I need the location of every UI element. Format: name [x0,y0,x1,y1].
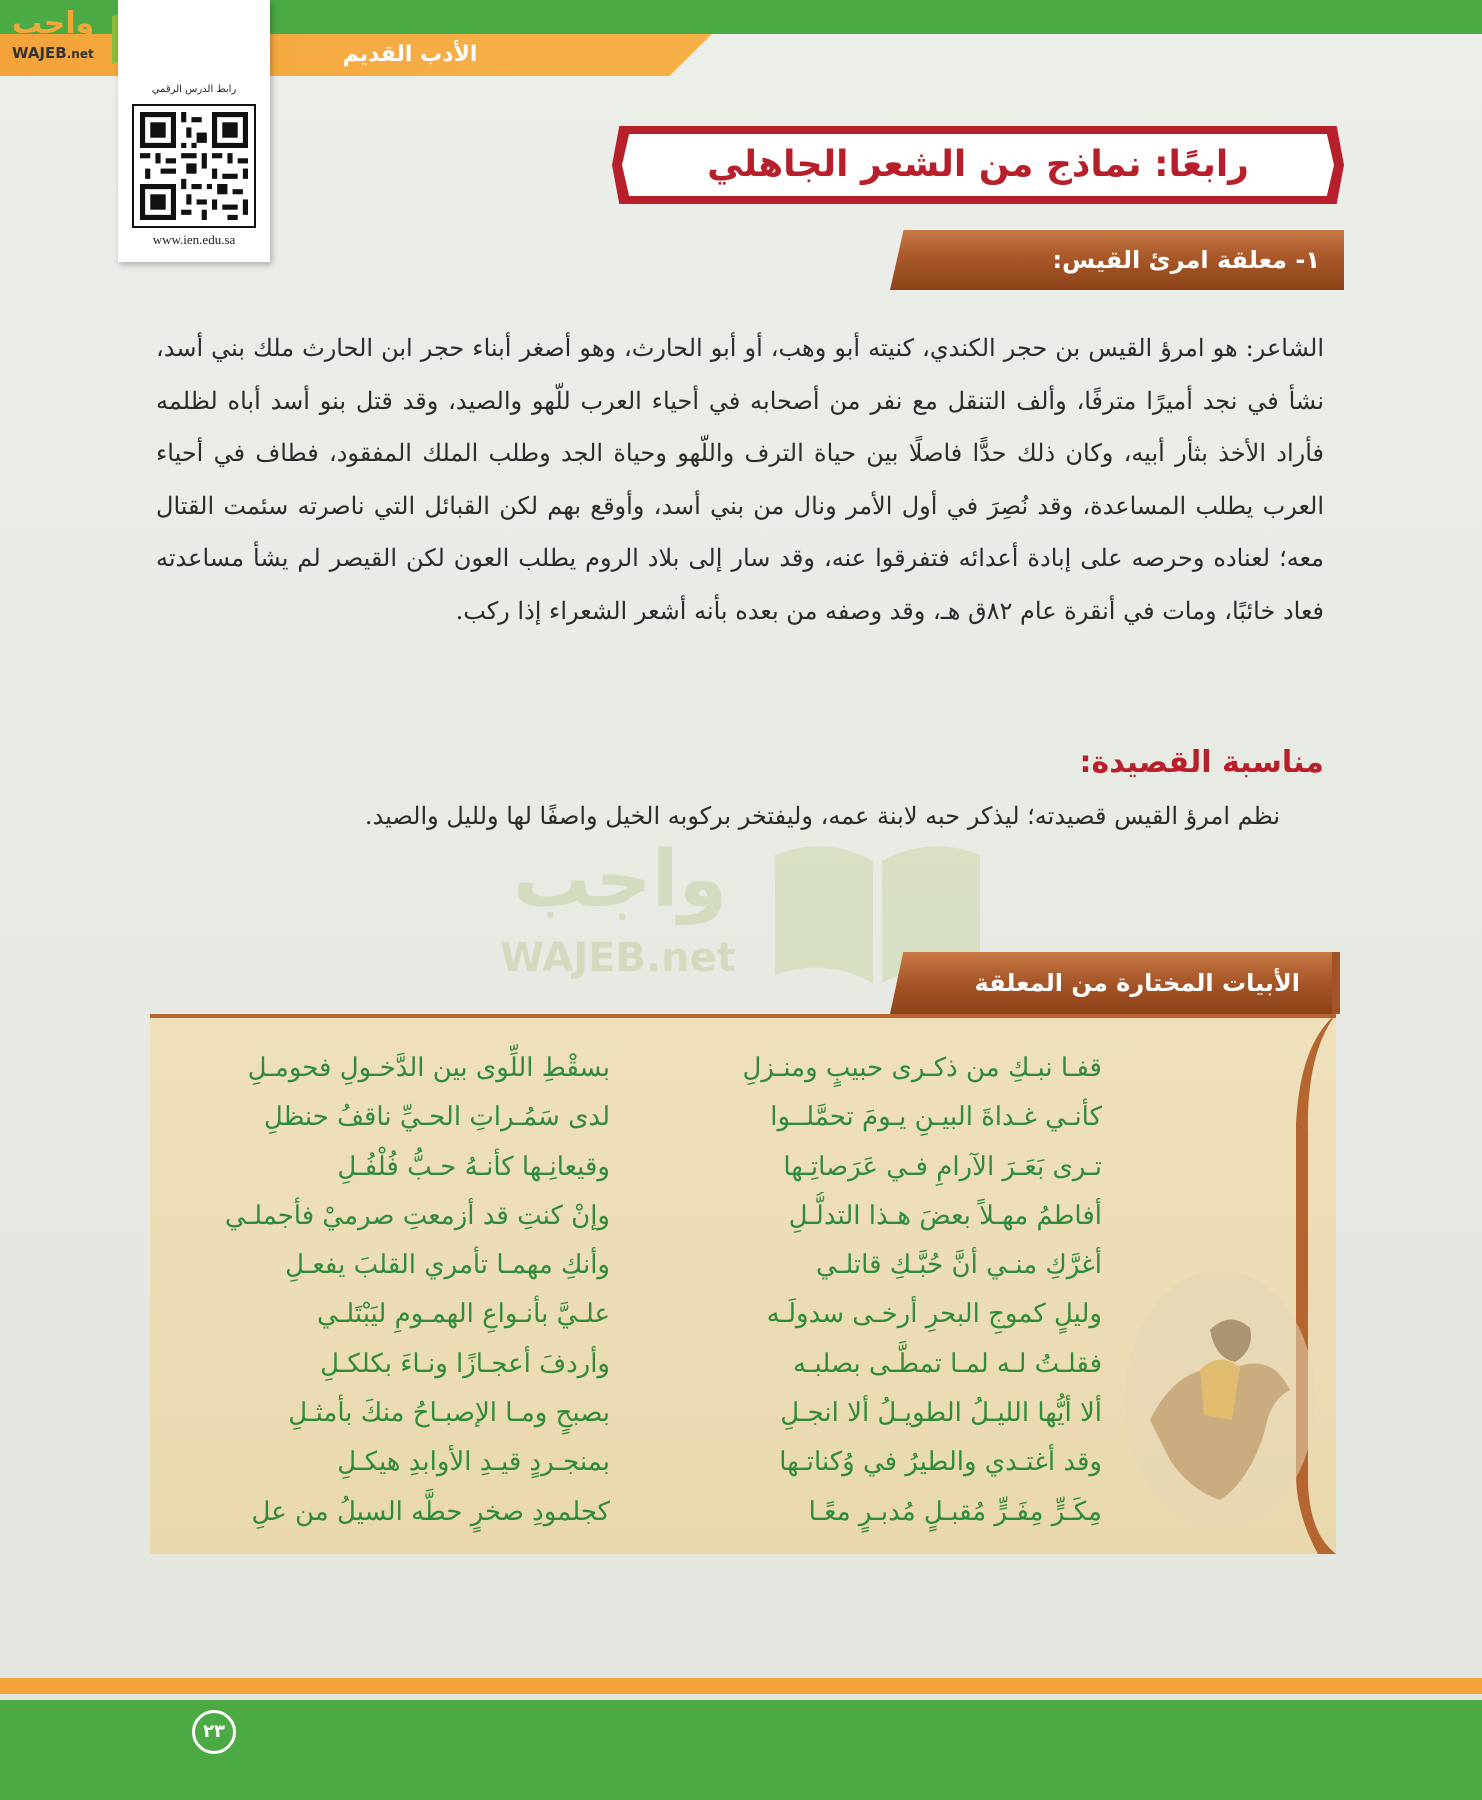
watermark-english: WAJEB.net [500,935,736,981]
first-hemistichs-column [682,1044,1102,1537]
watermark-arabic: واجب [512,835,727,925]
verse-first-hemistich: مِكَـرٍّ مِفَـرٍّ مُقبـلٍ مُدبـرٍ معًـا [808,1496,1102,1527]
occasion-heading: مناسبة القصيدة: [1079,745,1324,780]
verse-first-hemistich: قفـا نبـكِ من ذكـرى حبيبٍ ومنـزلِ [742,1053,1102,1083]
verses-title: الأبيات المختارة من المعلقة [974,969,1300,997]
horse-rider-illustration [1100,1250,1320,1540]
verse-second-hemistich: بسقْطِ اللِّوى بين الدَّخـولِ فحومـلِ [247,1053,610,1083]
verse-first-hemistich: أفاطمُ مهـلاً بعضَ هـذا التدلُّـلِ [788,1200,1102,1231]
verses-banner-edge [1332,952,1340,1014]
section-heading: ١- معلقة امرئ القيس: [1052,246,1320,274]
qr-caption: رابط الدرس الرقمي [151,84,237,95]
verse-second-hemistich: بصبحٍ ومـا الإصبـاحُ منكَ بأمثـلِ [288,1398,610,1429]
qr-code-icon [140,112,248,220]
qr-code[interactable] [132,104,256,228]
logo-arabic-text: واجب [12,6,95,41]
qr-card[interactable] [118,0,270,262]
verse-second-hemistich: لدى سَمُـراتِ الحـيِّ ناقفُ حنظلِ [263,1102,610,1133]
second-hemistichs-column [190,1044,610,1537]
verse-second-hemistich: علـيَّ بأنـواعِ الهمـومِ ليَبْتَلـي [316,1299,610,1330]
verse-first-hemistich: وليلٍ كموجِ البحرِ أرخـى سدولَـه [766,1299,1102,1330]
occasion-text: نظم امرؤ القيس قصيدته؛ ليذكر حبه لابنة عمه، وليفتخر بركوبه الخيل واصفًا لها ولليل والصيد. [364,802,1280,830]
verse-second-hemistich: بمنجـردٍ قيـدِ الأوابدِ هيكـلِ [337,1447,610,1478]
qr-url[interactable]: www.ien.edu.sa [152,232,236,247]
poet-biography: الشاعر: هو امرؤ القيس بن حجر الكندي، كنيته أبو وهب، أو أبو الحارث، وهو أصغر أبناء حجر ابن الحارث ملك بني أسد، نشأ في نجد أميرًا مترفًا، وألف التنقل مع نفر من أصحابه في أحياء العرب للّهو والصيد، وقد قتل بنو أسد أباه لظلمه فأراد الأخذ بثأر أبيه، وكان ذلك حدًّا فاصلًا بين حياة الترف واللّهو وحياة الجد وطلب الملك المفقود، فطاف في أحياء العرب يطلب المساعدة، وقد نُصِرَ في أول الأمر ونال من بني أسد، وأوقع بهم لكن القبائل التي ناصرته سئمت القتال معه؛ لعناده وحرصه على إبادة أعدائه فتفرقوا عنه، وقد سار إلى بلاد الروم يطلب العون لكن القيصر لم يشأ مساعدته فعاد خائبًا، ومات في أنقرة عام ٨٢ق هـ، وقد وصفه من بعده بأنه أشعر الشعراء إذا ركب. [156,334,1325,625]
verse-second-hemistich: وأردفَ أعجـازًا ونـاءَ بكلكـلِ [320,1348,610,1379]
verse-second-hemistich: وإنْ كنتِ قد أزمعتِ صرميْ فأجملـي [224,1200,610,1231]
verse-first-hemistich: تـرى بَعَـرَ الآرامِ فـي عَرَصاتِـها [783,1151,1102,1182]
verse-first-hemistich: ألا أيُّها الليـلُ الطويـلُ ألا انجـلِ [780,1398,1102,1429]
verse-first-hemistich: أغرَّكِ منـي أنَّ حُبَّـكِ قاتلـي [816,1250,1102,1281]
verse-first-hemistich: كأنـي غـداةَ البيـنِ يـومَ تحمَّلــوا [770,1102,1102,1133]
page-title: رابعًا: نماذج من الشعر الجاهلي [707,144,1249,185]
verse-second-hemistich: وقيعانِـها كأنـهُ حـبُّ فُلْفُـلِ [337,1151,610,1182]
bottom-orange-bar [0,1678,1482,1694]
verse-first-hemistich: وقد أغتـدي والطيرُ في وُكناتـها [779,1447,1102,1478]
verse-second-hemistich: وأنكِ مهمـا تأمري القلبَ يفعـلِ [285,1250,610,1281]
verse-second-hemistich: كجلمودِ صخرٍ حطَّه السيلُ من علِ [251,1496,610,1527]
page-number: ٢٣ [192,1710,236,1754]
logo-english-text: WAJEB.net [12,44,94,62]
unit-title: الأدب القديم [342,42,478,67]
verse-first-hemistich: فقلـتُ لـه لمـا تمطَّـى بصلبـه [792,1348,1102,1379]
